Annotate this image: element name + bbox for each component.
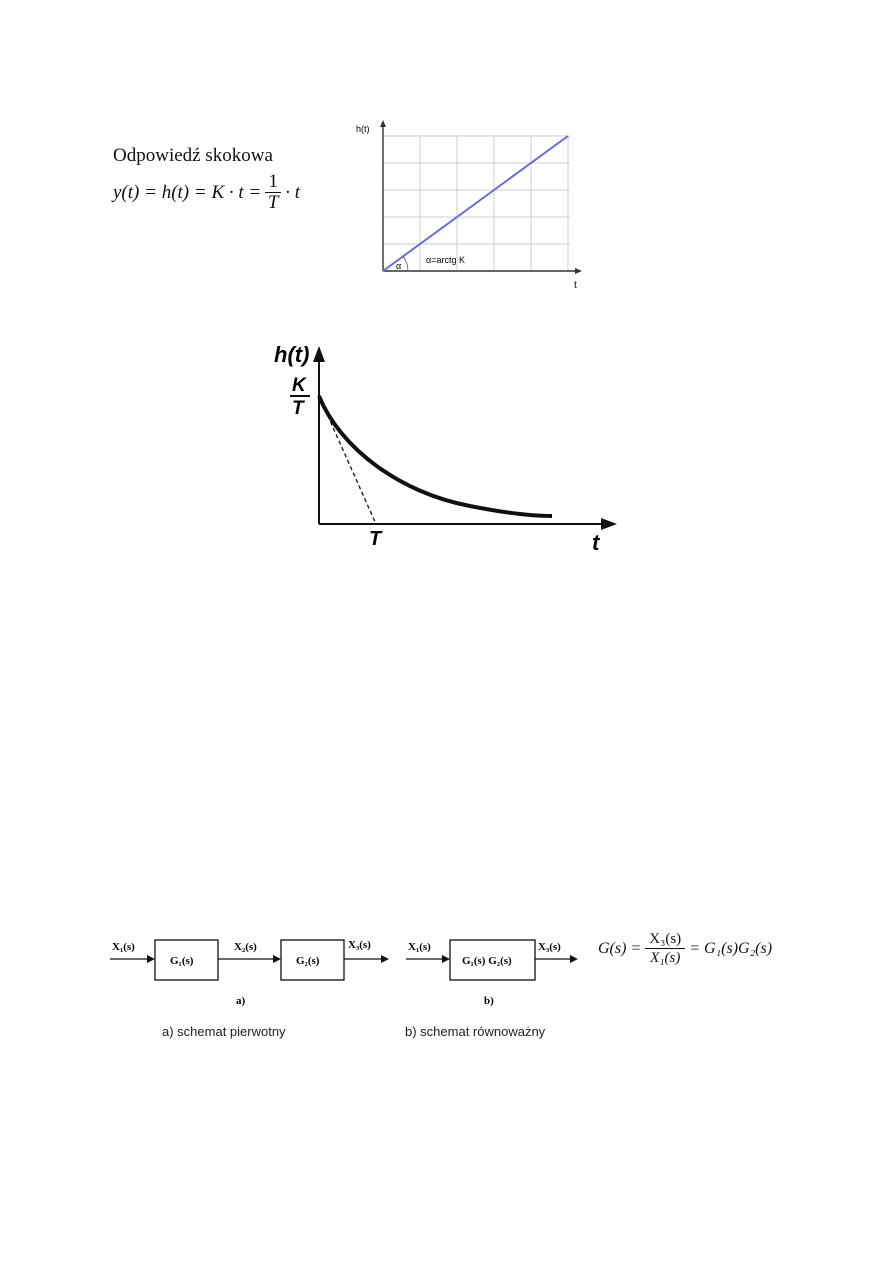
ramp-x-label: t — [574, 280, 577, 291]
caption-a: a) schemat pierwotny — [162, 1024, 286, 1039]
decay-y-arrow — [313, 346, 325, 362]
block-diagram-a — [108, 930, 398, 1010]
caption-b: b) schemat równoważny — [405, 1024, 546, 1039]
diagram-a-output-arrowhead — [381, 955, 389, 963]
decay-x-arrow — [601, 518, 617, 530]
diagram-b-output-arrowhead — [570, 955, 578, 963]
ramp-angle-symbol: α — [396, 261, 402, 271]
tf-lhs: G(s) = — [598, 939, 642, 957]
decay-response-graph — [270, 338, 630, 558]
diagram-a-block2-label: G₂(s) — [296, 955, 320, 967]
tf-denominator: X₁(s) — [650, 950, 681, 966]
diagram-b-input-label: X₁(s) — [408, 941, 431, 953]
diagram-b-input-arrowhead — [442, 955, 450, 963]
diagram-a-mid-label: X₂(s) — [234, 941, 257, 953]
diagram-b-letter: b) — [484, 995, 494, 1007]
decay-k-label: K — [292, 375, 306, 396]
formula-lhs: y(t) = h(t) = K · t = — [113, 181, 262, 203]
diagram-a-output-label: X₃(s) — [348, 939, 371, 951]
diagram-a-mid-arrowhead — [273, 955, 281, 963]
diagram-a-block1-label: G₁(s) — [170, 955, 194, 967]
tf-numerator: X₃(s) — [649, 931, 682, 947]
ramp-angle-arc — [403, 256, 408, 271]
step-response-title: Odpowiedź skokowa — [113, 145, 273, 166]
formula-rhs: · t — [285, 181, 300, 203]
ramp-angle-annotation: α=arctg K — [426, 255, 465, 265]
decay-t-label: T — [292, 398, 304, 419]
fraction-denominator: T — [267, 192, 279, 213]
diagram-b-output-label: X₃(s) — [538, 941, 561, 953]
formula-fraction — [265, 172, 281, 213]
diagram-a-letter: a) — [236, 995, 246, 1007]
transfer-function-formula — [598, 930, 772, 967]
diagram-a-input-label: X₁(s) — [112, 941, 135, 953]
fraction-numerator: 1 — [268, 171, 278, 192]
tf-rhs: = G₁(s)G₂(s) — [689, 939, 773, 957]
ramp-x-arrow — [575, 268, 582, 274]
block-diagram-b — [404, 930, 584, 1010]
ramp-y-arrow — [380, 120, 386, 127]
decay-x-label: t — [592, 530, 600, 555]
decay-tick-label: T — [369, 528, 382, 550]
step-response-formula — [113, 172, 300, 213]
ramp-y-label: h(t) — [356, 124, 370, 134]
ramp-line — [383, 136, 568, 271]
decay-y-label: h(t) — [274, 342, 310, 367]
tf-fraction — [645, 930, 685, 967]
diagram-a-input-arrowhead — [147, 955, 155, 963]
diagram-b-block-label: G₁(s) G₂(s) — [462, 955, 512, 967]
ramp-response-graph — [350, 118, 590, 296]
decay-curve — [319, 396, 552, 516]
